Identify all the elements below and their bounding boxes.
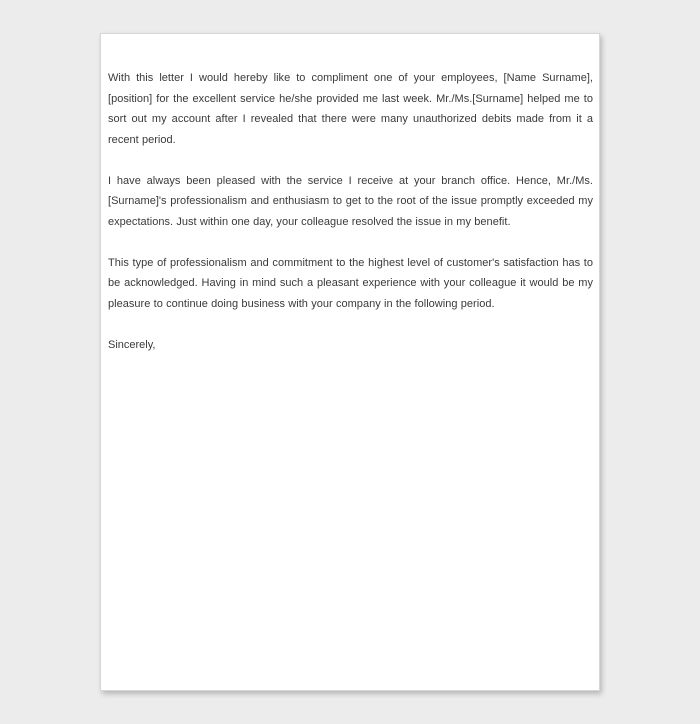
- letter-paragraph-3: This type of professionalism and commitment to the highest level of customer's satisfaction has to be acknowledged. Having in mind such a pleasant experience with your colleague it would be my pleasure to continue doing business with your company in the following period.: [108, 256, 593, 310]
- letter-body: [108, 68, 593, 355]
- letter-page: [100, 33, 600, 691]
- letter-closing: Sincerely,: [108, 338, 156, 351]
- letter-paragraph-2: I have always been pleased with the service I receive at your branch office. Hence, Mr./Ms.[Surname]'s professionalism and enthusiasm to get to the root of the issue promptly exceeded my expectations. Just within one day, your colleague resolved the issue in my benefit.: [108, 174, 593, 228]
- letter-paragraph-1: With this letter I would hereby like to compliment one of your employees, [Name Surname], [position] for the excellent service he/she provided me last week. Mr./Ms.[Surname] helped me to sort out my account after I revealed that there were many unauthorized debits made from it a recent period.: [108, 72, 593, 146]
